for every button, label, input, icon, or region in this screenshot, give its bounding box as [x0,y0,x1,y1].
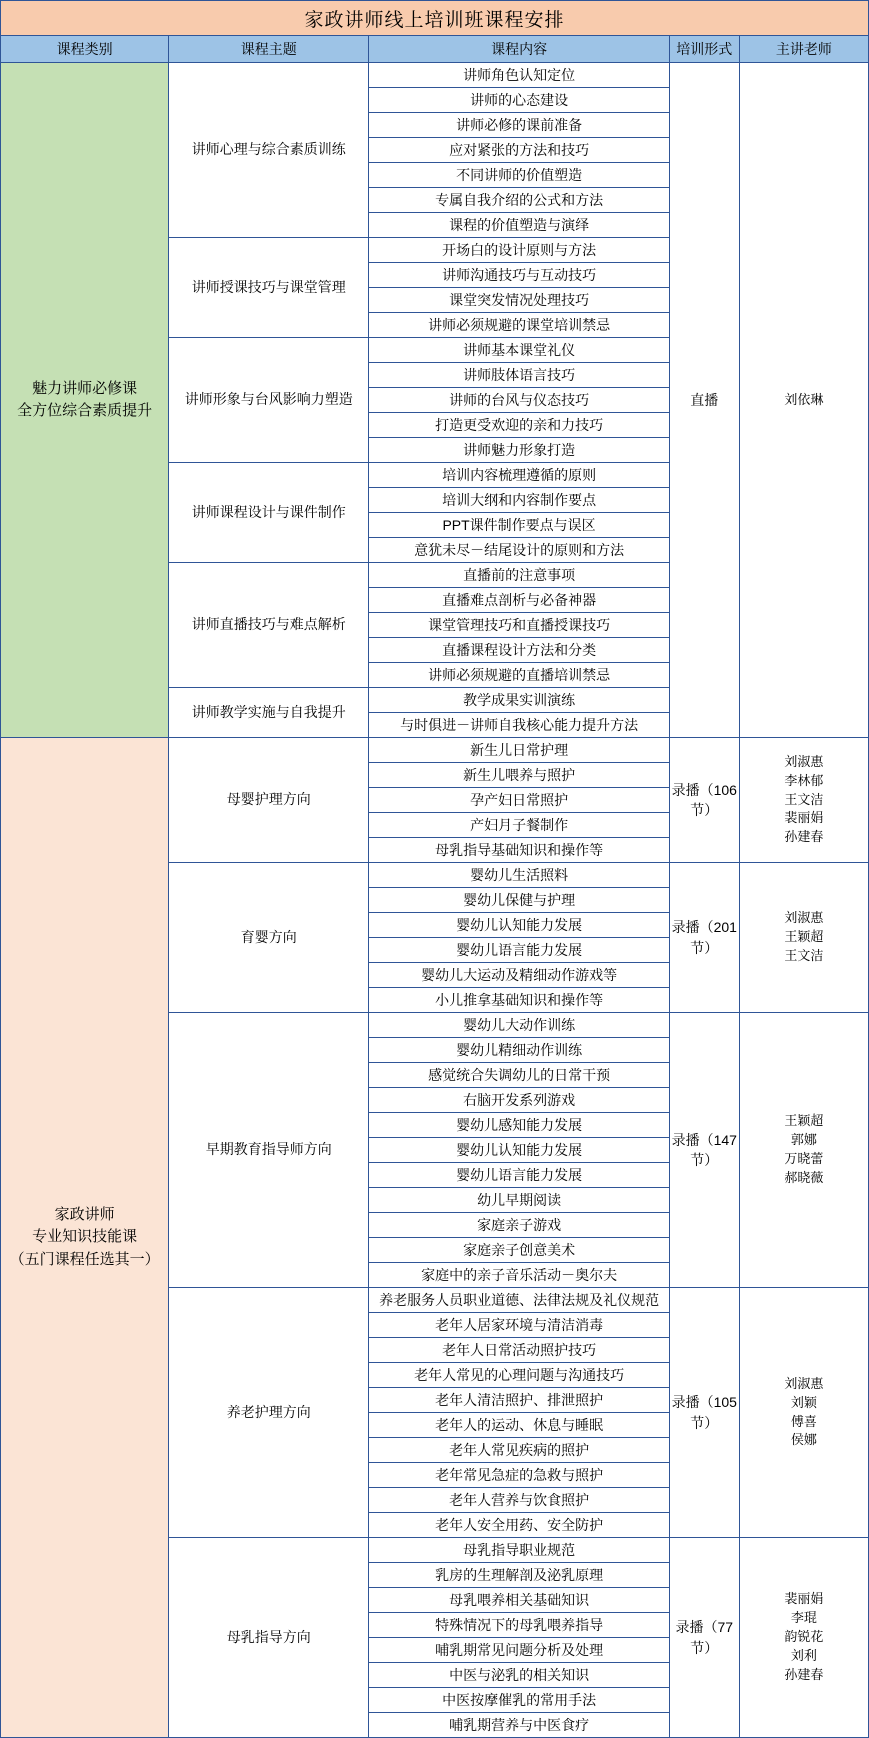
course-content-cell: 右脑开发系列游戏 [369,1088,669,1113]
course-content-cell: 哺乳期常见问题分析及处理 [369,1638,669,1663]
text-line: 专业知识技能课 [32,1228,138,1246]
course-category-cell [1,63,169,738]
course-content-cell: 家庭亲子游戏 [369,1213,669,1238]
course-content-cell: 新生儿喂养与照护 [369,763,669,788]
text-line: 录播 [671,1394,700,1411]
text-line: 李林郁 [784,772,824,788]
header-format: 培训形式 [669,36,739,63]
header-row [1,36,869,63]
text-line: 家政讲师 [54,1205,115,1223]
course-content-cell: 婴幼儿保健与护理 [369,888,669,913]
course-content-cell: 婴幼儿认知能力发展 [369,1138,669,1163]
text-line: 王颖超 [784,1113,824,1129]
course-content-cell: 养老服务人员职业道德、法律法规及礼仪规范 [369,1288,669,1313]
course-topic-cell: 育婴方向 [169,863,369,1013]
course-topic-cell: 讲师授课技巧与课堂管理 [169,238,369,338]
course-content-cell: 讲师必须规避的课堂培训禁忌 [369,313,669,338]
course-content-cell: 哺乳期营养与中医食疗 [369,1713,669,1738]
course-content-cell: PPT课件制作要点与误区 [369,513,669,538]
training-format-cell [669,1538,739,1738]
course-content-cell: 直播课程设计方法和分类 [369,638,669,663]
header-topic: 课程主题 [169,36,369,63]
course-content-cell: 讲师肢体语言技巧 [369,363,669,388]
course-topic-cell: 讲师心理与综合素质训练 [169,63,369,238]
training-format-cell [669,863,739,1013]
course-content-cell: 老年人营养与饮食照护 [369,1488,669,1513]
course-content-cell: 老年常见急症的急救与照护 [369,1463,669,1488]
course-content-cell: 感觉统合失调幼儿的日常干预 [369,1063,669,1088]
course-content-cell: 婴幼儿精细动作训练 [369,1038,669,1063]
course-content-cell: 婴幼儿语言能力发展 [369,1163,669,1188]
course-category-cell [1,738,169,1738]
course-content-cell: 小儿推拿基础知识和操作等 [369,988,669,1013]
course-topic-cell: 母婴护理方向 [169,738,369,863]
teacher-cell [739,863,868,1013]
text-line: 傅喜 [790,1413,817,1429]
course-content-cell: 产妇月子餐制作 [369,813,669,838]
header-teacher: 主讲老师 [739,36,868,63]
text-line: 刘淑惠 [784,910,824,926]
course-content-cell: 讲师必须规避的直播培训禁忌 [369,663,669,688]
header-category: 课程类别 [1,36,169,63]
teacher-cell [739,1013,868,1288]
course-content-cell: 打造更受欢迎的亲和力技巧 [369,413,669,438]
course-topic-cell: 讲师形象与台风影响力塑造 [169,338,369,463]
text-line: （77节） [690,1619,734,1656]
course-content-cell: 讲师基本课堂礼仪 [369,338,669,363]
course-content-cell: 讲师的心态建设 [369,88,669,113]
text-line: 侯娜 [790,1432,817,1448]
course-content-cell: 老年人居家环境与清洁消毒 [369,1313,669,1338]
course-content-cell: 家庭亲子创意美术 [369,1238,669,1263]
training-format-cell [669,738,739,863]
course-content-cell: 开场白的设计原则与方法 [369,238,669,263]
course-content-cell: 讲师的台风与仪态技巧 [369,388,669,413]
course-content-cell: 母乳指导基础知识和操作等 [369,838,669,863]
course-content-cell: 特殊情况下的母乳喂养指导 [369,1613,669,1638]
text-line: 录播 [671,919,700,936]
course-content-cell: 中医按摩催乳的常用手法 [369,1688,669,1713]
text-line: 孙建春 [784,1666,824,1682]
text-line: （147节） [690,1131,737,1168]
text-line: 录播 [671,781,700,798]
course-content-cell: 婴幼儿大动作训练 [369,1013,669,1038]
text-line: 王文洁 [784,791,824,807]
text-line: 刘淑惠 [784,1375,824,1391]
text-line: 刘淑惠 [784,753,824,769]
course-content-cell: 与时俱进－讲师自我核心能力提升方法 [369,713,669,738]
page-title: 家政讲师线上培训班课程安排 [1,1,869,36]
text-line: 郝晓薇 [784,1169,824,1185]
text-line: 直播 [690,391,719,408]
course-content-cell: 老年人的运动、休息与睡眠 [369,1413,669,1438]
teacher-cell [739,1288,868,1538]
text-line: （105节） [690,1394,737,1431]
course-content-cell: 幼儿早期阅读 [369,1188,669,1213]
text-line: 王文洁 [784,947,824,963]
course-content-cell: 老年人常见的心理问题与沟通技巧 [369,1363,669,1388]
course-content-cell: 家庭中的亲子音乐活动－奥尔夫 [369,1263,669,1288]
course-content-cell: 培训内容梳理遵循的原则 [369,463,669,488]
text-line: 裴丽娟 [784,810,824,826]
course-topic-cell: 讲师课程设计与课件制作 [169,463,369,563]
teacher-cell [739,1538,868,1738]
course-topic-cell: 养老护理方向 [169,1288,369,1538]
course-content-cell: 中医与泌乳的相关知识 [369,1663,669,1688]
text-line: 录播 [671,1131,700,1148]
text-line: 魅力讲师必修课 [32,379,138,397]
course-content-cell: 老年人清洁照护、排泄照护 [369,1388,669,1413]
training-format-cell [669,1288,739,1538]
course-content-cell: 直播难点剖析与必备神器 [369,588,669,613]
course-content-cell: 母乳喂养相关基础知识 [369,1588,669,1613]
course-topic-cell: 讲师直播技巧与难点解析 [169,563,369,688]
text-line: 李琨 [790,1610,817,1626]
course-content-cell: 讲师角色认知定位 [369,63,669,88]
course-content-cell: 教学成果实训演练 [369,688,669,713]
course-content-cell: 培训大纲和内容制作要点 [369,488,669,513]
text-line: 刘颖 [790,1394,817,1410]
table-row [1,738,869,763]
text-line: 裴丽娟 [784,1591,824,1607]
course-topic-cell: 母乳指导方向 [169,1538,369,1738]
course-content-cell: 课程的价值塑造与演绎 [369,213,669,238]
course-content-cell: 意犹未尽－结尾设计的原则和方法 [369,538,669,563]
course-content-cell: 婴幼儿语言能力发展 [369,938,669,963]
course-content-cell: 孕产妇日常照护 [369,788,669,813]
text-line: 韵锐花 [784,1629,824,1645]
teacher-cell [739,63,868,738]
course-content-cell: 婴幼儿生活照料 [369,863,669,888]
text-line: 全方位综合素质提升 [17,402,153,419]
course-content-cell: 讲师沟通技巧与互动技巧 [369,263,669,288]
course-topic-cell: 讲师教学实施与自我提升 [169,688,369,738]
course-content-cell: 婴幼儿感知能力发展 [369,1113,669,1138]
course-content-cell: 讲师魅力形象打造 [369,438,669,463]
course-content-cell: 直播前的注意事项 [369,563,669,588]
text-line: 孙建春 [784,829,824,845]
text-line: 郭娜 [790,1132,817,1148]
course-content-cell: 母乳指导职业规范 [369,1538,669,1563]
course-content-cell: 不同讲师的价值塑造 [369,163,669,188]
course-content-cell: 老年人安全用药、安全防护 [369,1513,669,1538]
training-format-cell [669,1013,739,1288]
course-content-cell: 老年人日常活动照护技巧 [369,1338,669,1363]
course-content-cell: 课堂突发情况处理技巧 [369,288,669,313]
text-line: （201节） [690,919,737,956]
course-content-cell: 婴幼儿大运动及精细动作游戏等 [369,963,669,988]
course-content-cell: 婴幼儿认知能力发展 [369,913,669,938]
teacher-cell [739,738,868,863]
text-line: 王颖超 [784,929,824,945]
text-line: 刘依琳 [784,391,824,407]
text-line: （五门课程任选其一） [9,1250,160,1268]
course-content-cell: 老年人常见疾病的照护 [369,1438,669,1463]
course-topic-cell: 早期教育指导师方向 [169,1013,369,1288]
title-row [1,1,869,36]
course-content-cell: 新生儿日常护理 [369,738,669,763]
training-format-cell [669,63,739,738]
table-row [1,63,869,88]
course-content-cell: 乳房的生理解剖及泌乳原理 [369,1563,669,1588]
text-line: 刘利 [790,1647,817,1663]
course-content-cell: 课堂管理技巧和直播授课技巧 [369,613,669,638]
text-line: （106节） [690,781,737,818]
text-line: 录播 [675,1619,704,1636]
header-content: 课程内容 [369,36,669,63]
course-content-cell: 应对紧张的方法和技巧 [369,138,669,163]
course-content-cell: 讲师必修的课前准备 [369,113,669,138]
text-line: 万晓蕾 [784,1151,824,1166]
course-content-cell: 专属自我介绍的公式和方法 [369,188,669,213]
